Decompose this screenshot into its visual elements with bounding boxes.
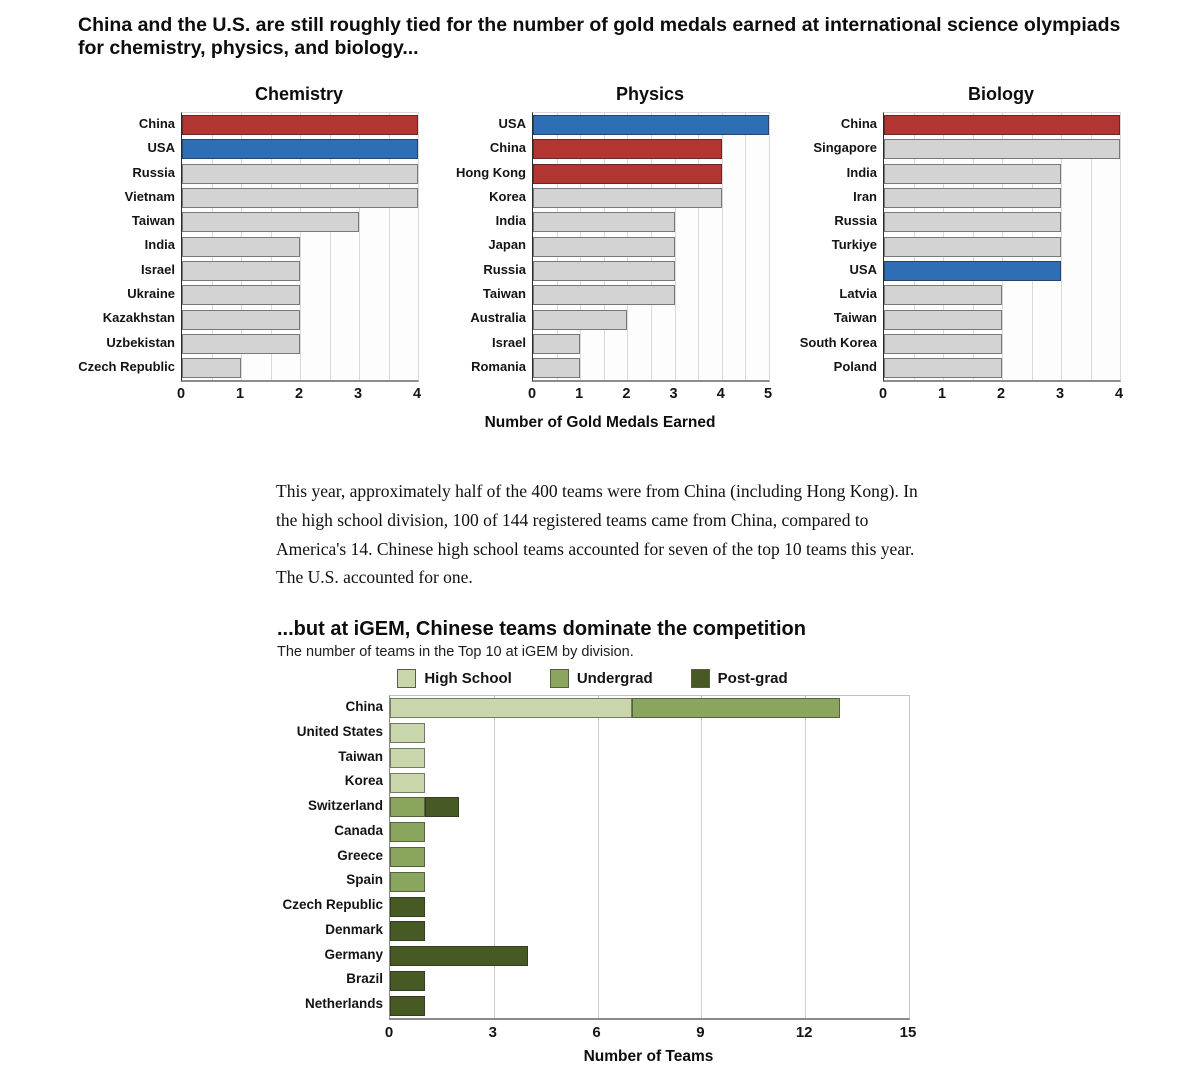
chart-title-chemistry: Chemistry [254,84,344,104]
x-tick: 1 [235,386,245,403]
x-tick: 0 [878,386,888,403]
x-tick: 3 [669,386,678,403]
bar-row [533,234,769,258]
row-label: Vietnam [124,188,175,204]
legend-label: Post-grad [717,670,788,687]
bar-neutral_gray [182,188,418,208]
bar-neutral_gray [533,334,580,354]
bar-undergrad [390,822,425,842]
row-label: China [840,116,877,131]
row-label: Denmark [325,921,383,937]
igem-chart [277,695,932,1066]
row-label: Korea [489,188,526,204]
legend-item-undergrad [550,669,653,688]
x-tick: 5 [763,386,773,403]
bar-row [182,356,418,380]
bar-neutral_gray [884,285,1002,305]
row-label: Netherlands [304,996,383,1012]
row-label: Israel [141,261,175,277]
bar-neutral_gray [182,237,300,257]
row-label: Israel [492,334,526,350]
bar-high_school [390,748,425,768]
undergrad-swatch-icon [550,669,569,688]
row-label: Brazil [346,971,383,987]
bar-post_grad [390,897,425,917]
bar-undergrad [390,872,425,892]
bar-neutral_gray [533,358,580,378]
legend-item-high-school [397,669,512,688]
bar-row [390,869,909,894]
bar-neutral_gray [182,261,300,281]
row-label: Russia [132,164,175,180]
plot-area [532,112,770,382]
chart-body [429,112,771,382]
bar-usa_blue [884,261,1061,281]
x-tick: 9 [696,1024,705,1041]
bar-row [533,356,769,380]
bar-china_red [884,115,1120,135]
bar-post_grad [390,996,425,1016]
row-label: Canada [334,822,383,838]
bar-neutral_gray [884,188,1061,208]
x-axis-ticks [527,382,773,404]
bar-neutral_gray [533,212,675,232]
row-label: Latvia [839,286,877,302]
row-label: Czech Republic [78,358,175,374]
bar-neutral_gray [533,188,722,208]
bar-post_grad [390,946,528,966]
bar-row [182,307,418,331]
x-axis-ticks [878,382,1124,404]
row-label: Taiwan [833,310,877,326]
bar-neutral_gray [884,212,1061,232]
row-label: Taiwan [338,748,383,764]
row-label: China [489,140,526,156]
bar-row [533,113,769,137]
bar-row [390,770,909,795]
bar-neutral_gray [182,358,241,378]
x-tick: 0 [527,386,537,403]
row-label: India [846,164,877,180]
bar-row [533,137,769,161]
igem-section [277,618,932,1066]
bar-row [533,332,769,356]
chart-title-biology: Biology [968,84,1034,104]
x-axis-ticks [384,1020,917,1042]
row-label: Romania [471,358,526,374]
bar-row [182,162,418,186]
x-tick: 1 [937,386,947,403]
bar-undergrad [390,797,425,817]
chart-body [780,112,1122,382]
bar-china_red [533,164,722,184]
category-labels [78,112,181,382]
physics-chart [429,84,771,404]
bar-china_red [182,115,418,135]
bar-neutral_gray [182,164,418,184]
olympiad-charts-row [78,84,1122,404]
bar-row [884,210,1120,234]
bar-row [533,210,769,234]
legend-label: High School [424,670,512,687]
bar-neutral_gray [182,212,359,232]
bar-neutral_gray [884,237,1061,257]
row-label: Japan [488,237,526,253]
body-paragraph: This year, approximately half of the 400 teams were from China (including Hong Kong). In the high school division, 100 of 144 registered teams came from China, compared to America's 14. Chinese high school teams accounted for seven of the top 10 teams this year. The U.S. accounted for one. [276,481,918,588]
main-title: China and the U.S. are still roughly tied for the number of gold medals earned at international science olympiads for chemistry, physics, and biology... [78,14,1121,59]
plot-area [181,112,419,382]
x-tick: 12 [795,1024,813,1041]
x-tick: 4 [716,386,725,403]
chart-body [277,695,932,1020]
bar-row [884,307,1120,331]
plot-area [883,112,1121,382]
row-label: Uzbekistan [106,334,175,350]
bar-row [884,356,1120,380]
row-label: South Korea [799,334,877,350]
row-label: Australia [470,310,526,326]
row-label: USA [147,140,175,156]
bar-high_school [390,698,632,718]
x-tick: 6 [592,1024,601,1041]
legend-label: Undergrad [576,670,653,687]
chart-title-physics: Physics [615,84,685,104]
plot-area [389,695,910,1020]
bar-row [884,259,1120,283]
bar-row [533,162,769,186]
bar-high_school [390,773,425,793]
bar-neutral_gray [533,237,675,257]
row-label: Taiwan [131,213,175,229]
row-label: Russia [483,261,526,277]
legend [277,669,908,688]
bar-row [182,283,418,307]
row-label: USA [498,116,526,131]
row-label: Czech Republic [282,897,383,913]
bar-row [390,696,909,721]
olympiad-section [78,84,1122,432]
chart-body [78,112,420,382]
row-label: India [144,237,175,253]
bar-post_grad [390,921,425,941]
bar-neutral_gray [182,334,300,354]
x-tick: 3 [1055,386,1065,403]
bar-undergrad [632,698,840,718]
bar-neutral_gray [533,261,675,281]
bar-row [533,186,769,210]
bar-post_grad [425,797,460,817]
bar-china_red [533,139,722,159]
bar-neutral_gray [884,139,1120,159]
bar-row [182,234,418,258]
bar-row [182,113,418,137]
high-school-swatch-icon [397,669,416,688]
bar-row [390,795,909,820]
bar-row [533,283,769,307]
bar-post_grad [390,971,425,991]
bar-row [390,993,909,1018]
row-label: Hong Kong [455,164,526,180]
bar-neutral_gray [884,164,1061,184]
igem-subtitle: The number of teams in the Top 10 at iGEM by division. [277,644,634,660]
row-label: India [495,213,526,229]
x-axis-title-medals: Number of Gold Medals Earned [484,414,716,432]
bar-undergrad [390,847,425,867]
x-tick: 3 [353,386,363,403]
bar-row [884,332,1120,356]
bar-row [390,944,909,969]
category-labels [429,112,532,382]
bar-row [390,820,909,845]
bar-row [390,919,909,944]
x-tick: 0 [384,1024,394,1041]
x-axis-title-teams: Number of Teams [583,1048,714,1065]
biology-chart [780,84,1122,404]
category-labels [277,695,389,1020]
row-label: Turkiye [831,237,877,253]
row-label: Iran [853,188,877,204]
row-label: USA [849,261,877,277]
bar-high_school [390,723,425,743]
row-label: Poland [833,358,877,374]
x-tick: 15 [899,1024,917,1041]
post-grad-swatch-icon [691,669,710,688]
legend-item-post-grad [691,669,788,688]
bar-row [182,332,418,356]
x-tick: 1 [575,386,584,403]
bar-row [884,113,1120,137]
x-tick: 2 [996,386,1006,403]
x-tick: 2 [622,386,631,403]
bar-row [390,968,909,993]
bar-row [390,845,909,870]
bar-row [390,894,909,919]
bar-neutral_gray [884,310,1002,330]
bar-neutral_gray [182,285,300,305]
x-tick: 2 [294,386,304,403]
bar-row [884,186,1120,210]
bar-row [182,186,418,210]
x-tick: 3 [488,1024,497,1041]
bar-neutral_gray [884,358,1002,378]
row-label: China [345,699,383,714]
bar-row [182,210,418,234]
row-label: China [138,116,175,131]
x-tick: 4 [412,386,422,403]
row-label: United States [296,723,383,739]
bar-row [884,137,1120,161]
row-label: Kazakhstan [102,310,175,326]
row-label: Spain [346,872,383,888]
bar-row [390,746,909,771]
bar-neutral_gray [182,310,300,330]
bar-row [884,162,1120,186]
bar-usa_blue [533,115,769,135]
bar-row [884,234,1120,258]
x-axis-ticks [176,382,422,404]
row-label: Germany [324,946,383,962]
chemistry-chart [78,84,420,404]
row-label: Korea [344,773,383,789]
row-label: Ukraine [127,286,175,302]
igem-title: ...but at iGEM, Chinese teams dominate the competition [277,618,806,640]
bar-row [884,283,1120,307]
bar-row [533,307,769,331]
bar-row [182,137,418,161]
row-label: Singapore [813,140,877,156]
x-tick: 4 [1114,386,1124,403]
bar-row [182,259,418,283]
bar-neutral_gray [884,334,1002,354]
category-labels [780,112,883,382]
row-label: Greece [337,847,383,863]
bar-usa_blue [182,139,418,159]
bar-neutral_gray [533,285,675,305]
row-label: Taiwan [482,286,526,302]
row-label: Russia [834,213,877,229]
row-label: Switzerland [307,798,383,814]
bar-row [390,721,909,746]
bar-neutral_gray [533,310,627,330]
bar-row [533,259,769,283]
x-tick: 0 [176,386,186,403]
